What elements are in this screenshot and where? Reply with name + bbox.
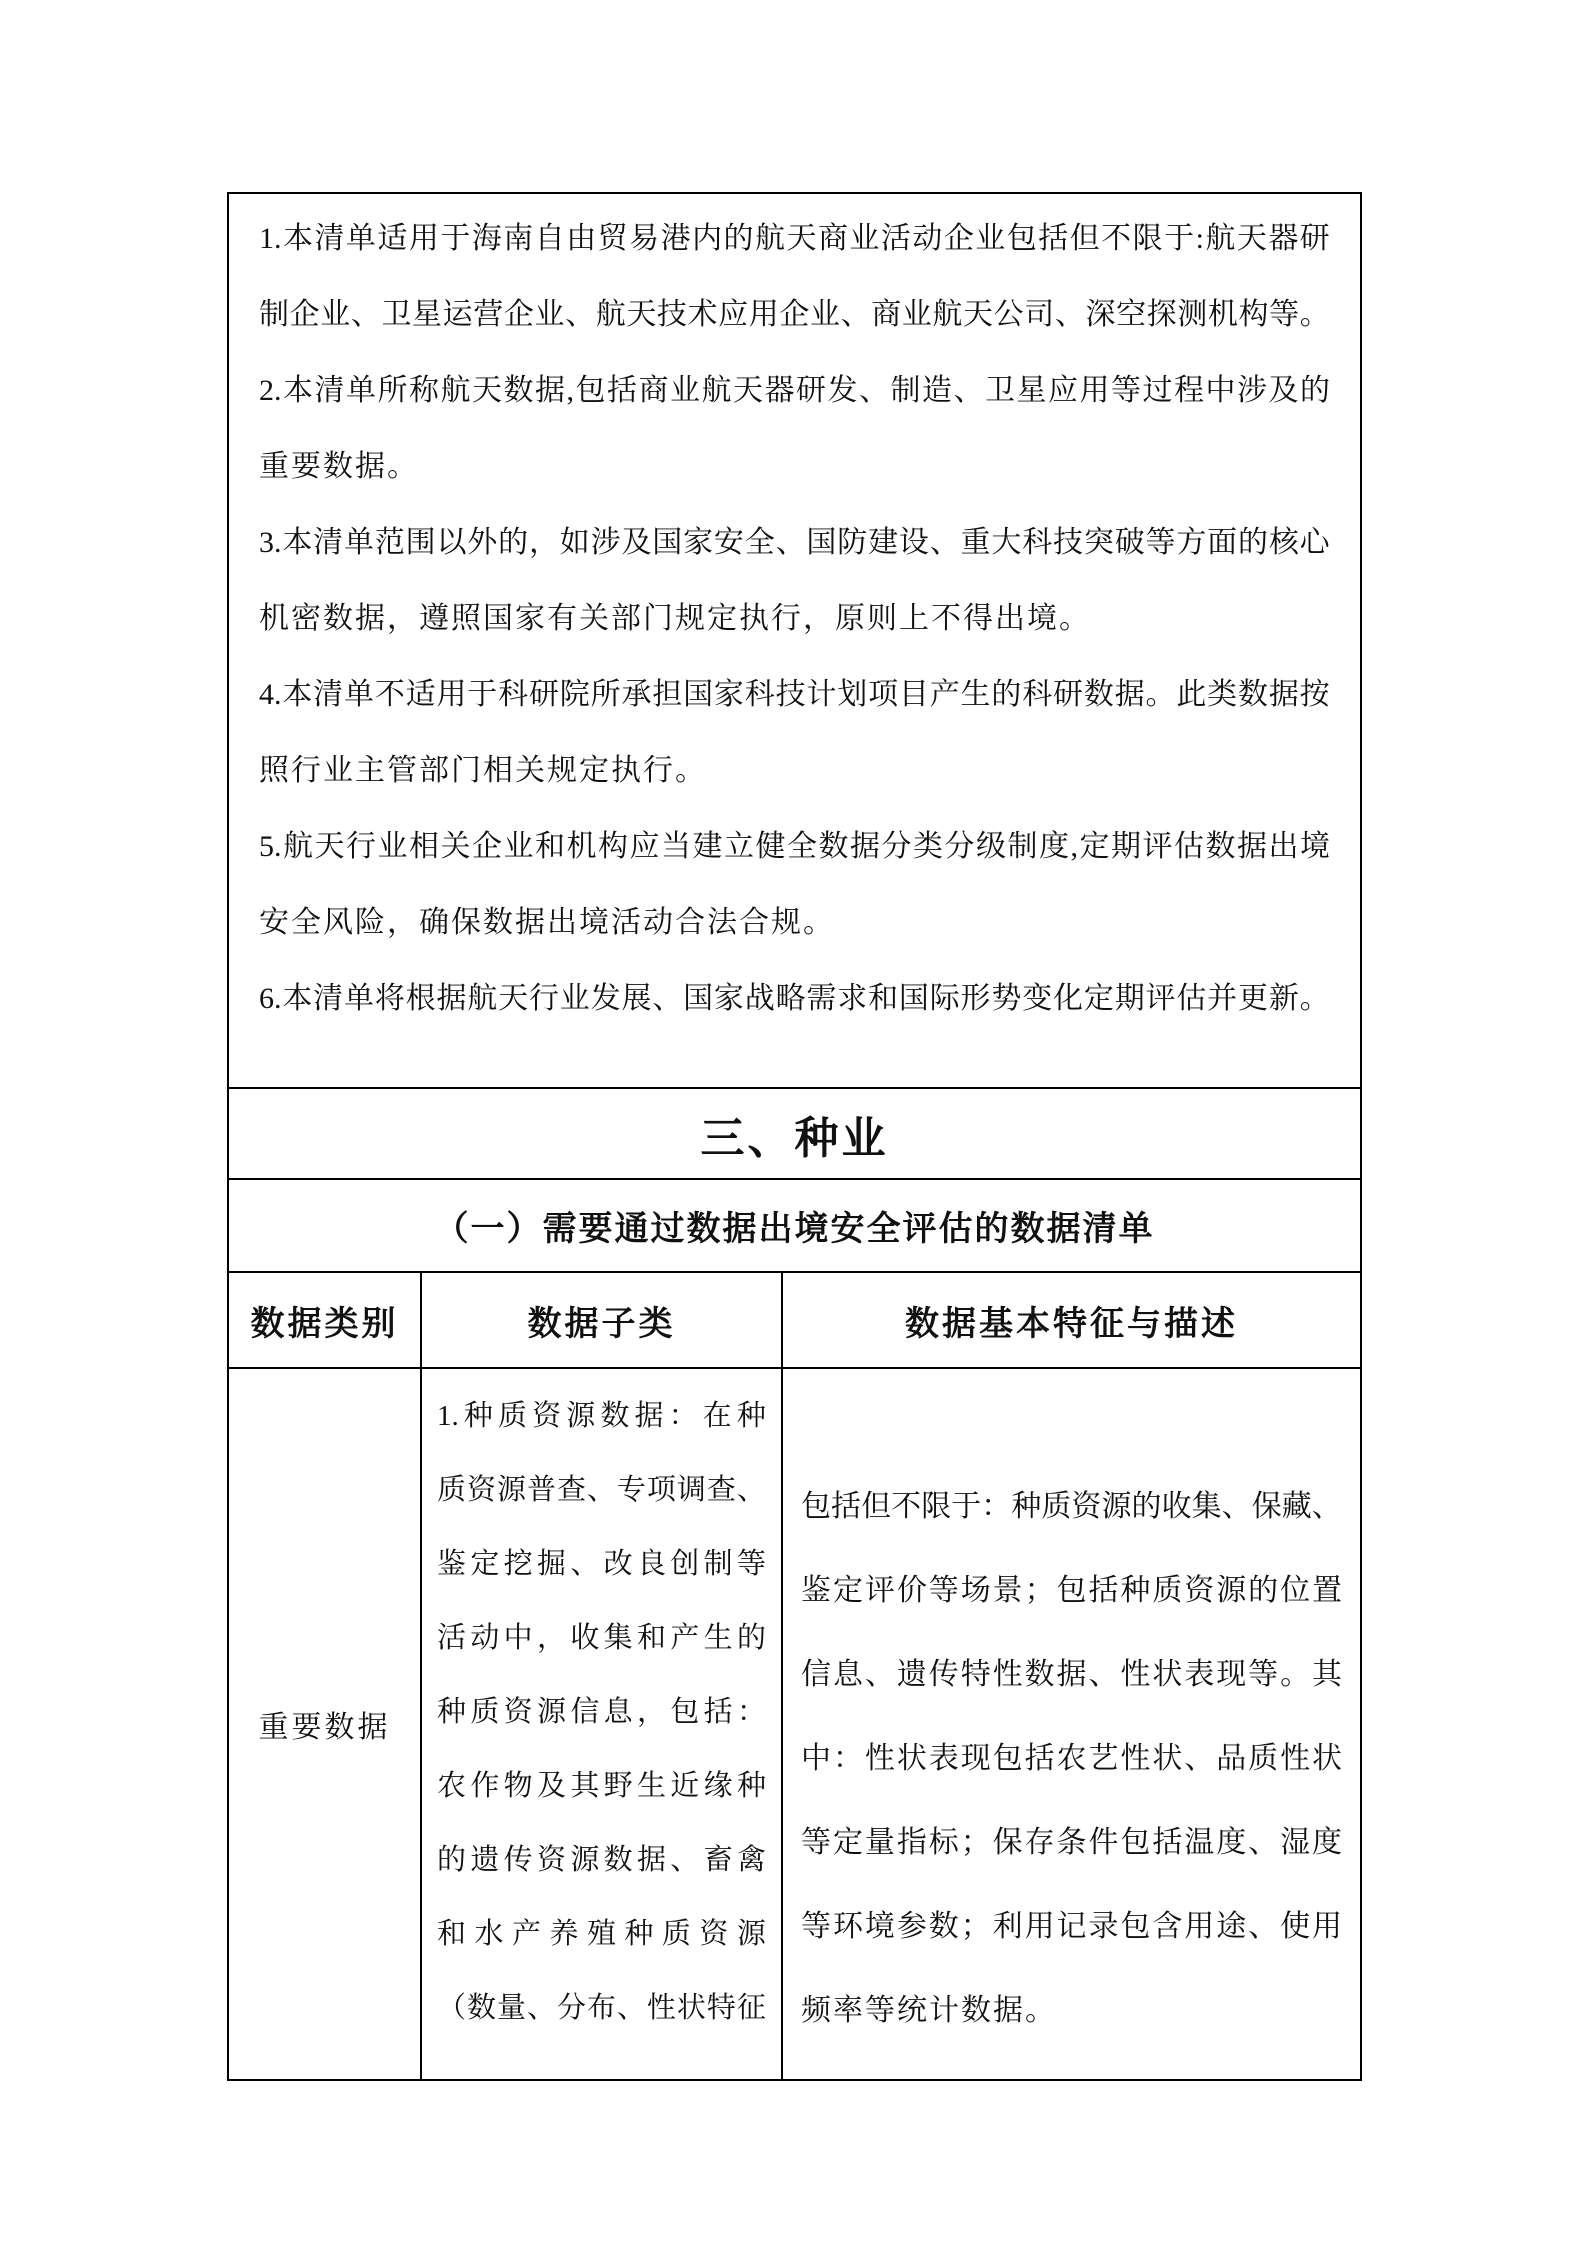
- text-line: 制 企 业 、 卫 星 运 营 企 业 、 航 天 技 术 应 用 企 业 、 商 业 航 天 公 司 、 深 空 探 测 机 构 等 。: [259, 298, 1330, 331]
- text-line: 活 动 中 ， 收 集 和 产 生 的: [437, 1622, 766, 1654]
- text-line: 重 要 数 据 。: [259, 450, 417, 483]
- table-header-row: [229, 1271, 1360, 1367]
- text-line: 包 括 但 不 限 于 ： 种 质 资 源 的 收 集 、 保 藏 、: [801, 1490, 1342, 1523]
- notes-section: [229, 194, 1360, 1087]
- text-line: 1. 本 清 单 适 用 于 海 南 自 由 贸 易 港 内 的 航 天 商 业 活 动 企 业 包 括 但 不 限 于 : 航 天 器 研: [259, 222, 1330, 255]
- text-line: 5. 航 天 行 业 相 关 企 业 和 机 构 应 当 建 立 健 全 数 据 分 类 分 级 制 度 , 定 期 评 估 数 据 出 境: [259, 830, 1330, 863]
- text-line: 质 资 源 普 查 、 专 项 调 查 、: [437, 1474, 766, 1506]
- cell-data-description: [783, 1369, 1360, 2079]
- text-line: 中 ： 性 状 表 现 包 括 农 艺 性 状 、 品 质 性 状: [801, 1742, 1342, 1775]
- text-line: 2. 本 清 单 所 称 航 天 数 据 , 包 括 商 业 航 天 器 研 发 、 制 造 、 卫 星 应 用 等 过 程 中 涉 及 的: [259, 374, 1330, 407]
- text-line: 鉴 定 评 价 等 场 景 ； 包 括 种 质 资 源 的 位 置: [801, 1574, 1342, 1607]
- text-line: 频 率 等 统 计 数 据 。: [801, 1994, 1055, 2027]
- text-line: 3. 本 清 单 范 围 以 外 的 ， 如 涉 及 国 家 安 全 、 国 防 建 设 、 重 大 科 技 突 破 等 方 面 的 核 心: [259, 526, 1330, 559]
- text-line: 机 密 数 据 ， 遵 照 国 家 有 关 部 门 规 定 执 行 ， 原 则 上 不 得 出 境 。: [259, 602, 1089, 635]
- header-cell-subclass: 数据子类: [422, 1273, 783, 1367]
- header-cell-description: 数据基本特征与描述: [905, 1305, 1238, 1343]
- text-line: （ 数 量 、 分 布 、 性 状 特 征: [437, 1992, 766, 2024]
- text-line: 信 息 、 遗 传 特 性 数 据 、 性 状 表 现 等 。 其: [801, 1658, 1342, 1691]
- text-line: 等 定 量 指 标 ； 保 存 条 件 包 括 温 度 、 湿 度: [801, 1826, 1342, 1859]
- cell-data-category: 重要数据: [229, 1369, 422, 2079]
- table-row: [229, 1367, 1360, 2079]
- text-line: 和 水 产 养 殖 种 质 资 源: [437, 1918, 766, 1950]
- text-line: 1. 种 质 资 源 数 据 ： 在 种: [437, 1400, 766, 1432]
- subsection-title-text: （一）需要通过数据出境安全评估的数据清单: [434, 1211, 1155, 1248]
- subsection-title: [229, 1178, 1360, 1271]
- text-line: 等 环 境 参 数 ； 利 用 记 录 包 含 用 途 、 使 用: [801, 1910, 1342, 1943]
- text-line: 农 作 物 及 其 野 生 近 缘 种: [437, 1770, 766, 1802]
- text-line: 照 行 业 主 管 部 门 相 关 规 定 执 行 。: [259, 754, 705, 787]
- cell-data-subclass: [422, 1369, 783, 2079]
- header-cell-category: 数据类别: [229, 1273, 422, 1367]
- text-line: 种 质 资 源 信 息 ， 包 括 ：: [437, 1696, 766, 1728]
- text-line: 的 遗 传 资 源 数 据 、 畜 禽: [437, 1844, 766, 1876]
- text-line: 4. 本 清 单 不 适 用 于 科 研 院 所 承 担 国 家 科 技 计 划 项 目 产 生 的 科 研 数 据 。 此 类 数 据 按: [259, 678, 1330, 711]
- document-table: [227, 192, 1362, 2081]
- section-title-text: 三、种业: [700, 1113, 889, 1163]
- text-line: 鉴 定 挖 掘 、 改 良 创 制 等: [437, 1548, 766, 1580]
- text-line: 安 全 风 险 ， 确 保 数 据 出 境 活 动 合 法 合 规 。: [259, 906, 833, 939]
- text-line: 6. 本 清 单 将 根 据 航 天 行 业 发 展 、 国 家 战 略 需 求 和 国 际 形 势 变 化 定 期 评 估 并 更 新 。: [259, 982, 1330, 1015]
- section-title: [229, 1087, 1360, 1178]
